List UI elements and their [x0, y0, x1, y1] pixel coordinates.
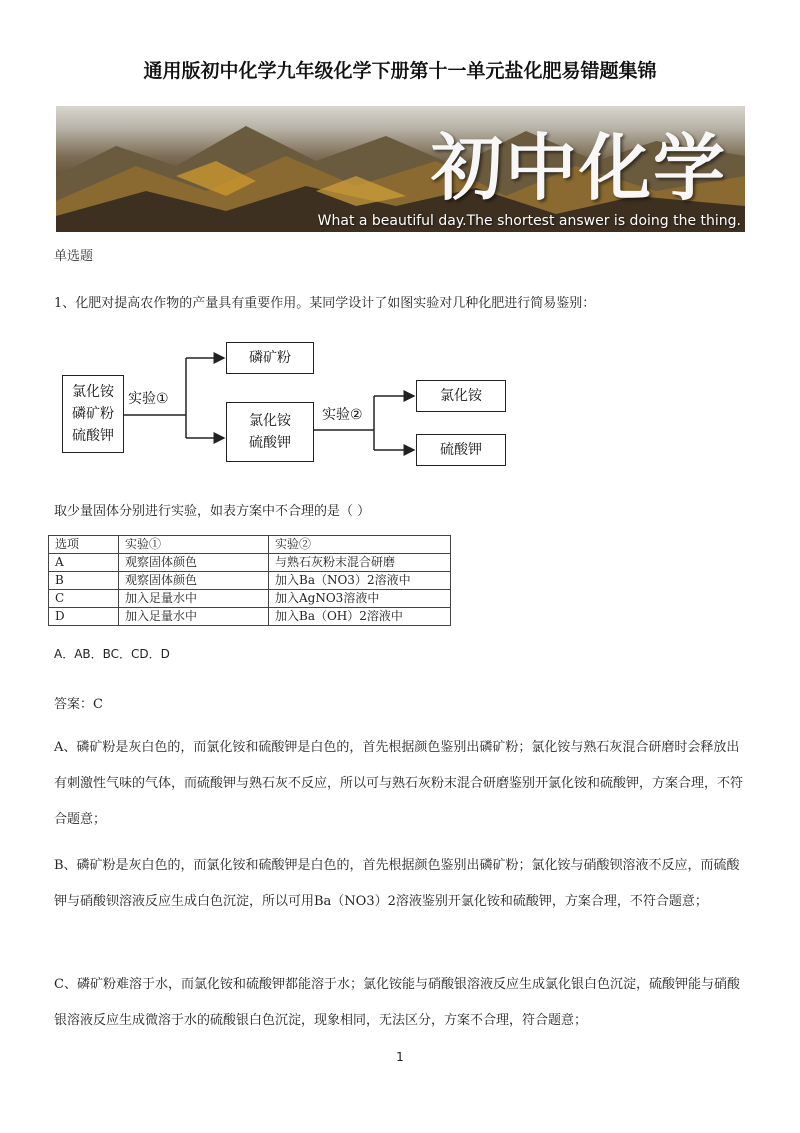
box-item: 硫酸钾 — [72, 428, 114, 444]
banner-subtitle: What a beautiful day.The shortest answer is doing the thing. — [317, 213, 741, 229]
start-mixture-box — [62, 375, 124, 453]
table-cell: C — [49, 590, 119, 608]
table-cell: B — [49, 572, 119, 590]
table-row — [49, 608, 451, 626]
table-cell: 加入Ba（NO3）2溶液中 — [269, 572, 451, 590]
table-header: 实验② — [269, 536, 451, 554]
table-row — [49, 572, 451, 590]
options-table — [48, 535, 451, 626]
table-row — [49, 554, 451, 572]
table-cell: 加入Ba（OH）2溶液中 — [269, 608, 451, 626]
result2b-box: 硫酸钾 — [416, 434, 506, 466]
table-cell: 加入足量水中 — [119, 608, 269, 626]
banner-title: 初中化学 — [430, 125, 727, 210]
table-cell: 观察固体颜色 — [119, 554, 269, 572]
box-item: 硫酸钾 — [249, 435, 291, 451]
banner-image — [56, 106, 745, 232]
table-row — [49, 590, 451, 608]
result2a-box: 氯化铵 — [416, 380, 506, 412]
question-prompt: 取少量固体分别进行实验，如表方案中不合理的是（ ） — [54, 504, 371, 519]
result1-box: 磷矿粉 — [226, 342, 314, 374]
question-text: 1、化肥对提高农作物的产量具有重要作用。某同学设计了如图实验对几种化肥进行简易鉴别： — [54, 296, 596, 311]
explanation-c: C、磷矿粉难溶于水，而氯化铵和硫酸钾都能溶于水；氯化铵能与硝酸银溶液反应生成氯化银白色沉淀，硫酸钾能与硝酸银溶液反应生成微溶于水的硫酸银白色沉淀，现象相同，无法区分，方案不合理，符合题意； — [54, 977, 740, 1028]
middle-mixture-box — [226, 402, 314, 462]
explanation-b: B、磷矿粉是灰白色的，而氯化铵和硫酸钾是白色的，首先根据颜色鉴别出磷矿粉；氯化铵与硝酸钡溶液不反应，而硫酸钾与硝酸钡溶液反应生成白色沉淀，所以可用Ba（NO3）2溶液鉴别开氯化铵和硫酸钾，方案合理，不符合题意； — [54, 858, 740, 909]
table-cell: 加入足量水中 — [119, 590, 269, 608]
step2-label: 实验② — [322, 407, 363, 423]
table-header: 选项 — [49, 536, 119, 554]
answer-line: 答案：C — [54, 697, 103, 712]
answer-choices: A．AB．BC．CD．D — [54, 647, 170, 661]
document-title: 通用版初中化学九年级化学下册第十一单元盐化肥易错题集锦 — [143, 60, 657, 82]
table-header-row — [49, 536, 451, 554]
experiment-flow-diagram — [56, 338, 516, 468]
table-cell: A — [49, 554, 119, 572]
table-header: 实验① — [119, 536, 269, 554]
explanation-a: A、磷矿粉是灰白色的，而氯化铵和硫酸钾是白色的，首先根据颜色鉴别出磷矿粉；氯化铵与熟石灰混合研磨时会释放出有刺激性气味的气体，而硫酸钾与熟石灰不反应，所以可与熟石灰粉末混合研磨鉴别开氯化铵和硫酸钾，方案合理，不符合题意； — [54, 740, 744, 827]
table-cell: D — [49, 608, 119, 626]
step1-label: 实验① — [128, 391, 169, 407]
section-label: 单选题 — [54, 249, 94, 264]
table-cell: 观察固体颜色 — [119, 572, 269, 590]
box-item: 氯化铵 — [249, 413, 291, 429]
page-number: 1 — [396, 1050, 404, 1064]
box-item: 磷矿粉 — [72, 406, 114, 422]
box-item: 氯化铵 — [72, 384, 114, 400]
table-cell: 与熟石灰粉末混合研磨 — [269, 554, 451, 572]
table-cell: 加入AgNO3溶液中 — [269, 590, 451, 608]
